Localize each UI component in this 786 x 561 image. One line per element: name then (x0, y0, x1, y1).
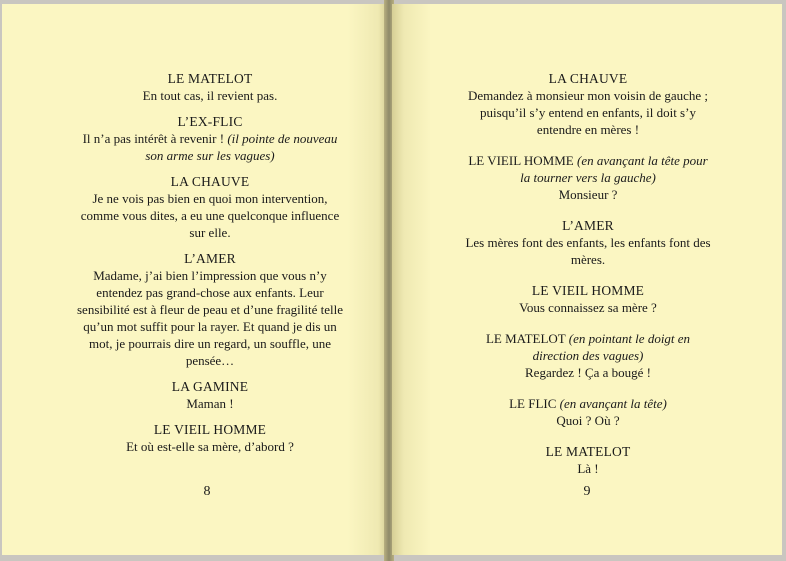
right-page (392, 4, 782, 555)
speaker-name: LA CHAUVE (170, 174, 250, 189)
dialogue-block (456, 443, 720, 477)
speaker-line (456, 395, 720, 412)
stage-direction: (en avançant la tête pour (577, 153, 708, 168)
right-page-text (456, 70, 720, 491)
speaker-name: LE FLIC (509, 396, 557, 411)
dialogue-line: Là ! (577, 461, 599, 476)
dialogue-line: Monsieur ? (558, 187, 618, 202)
dialogue-block (72, 421, 348, 455)
speaker-name: LE VIEIL HOMME (531, 283, 645, 298)
dialogue-line: mères. (570, 252, 606, 267)
speaker-name: LE VIEIL HOMME (468, 153, 574, 168)
stage-direction: (en pointant le doigt en (568, 331, 691, 346)
dialogue-line: Et où est-elle sa mère, d’abord ? (126, 439, 294, 454)
dialogue-line: comme vous dites, a eu une quelconque influence (80, 208, 340, 223)
dialogue-block (72, 70, 348, 104)
stage-direction: (il pointe de nouveau (227, 131, 338, 146)
speaker-name: LE MATELOT (167, 71, 253, 86)
speaker-name: LE MATELOT (485, 331, 566, 346)
speaker-name: LA CHAUVE (548, 71, 628, 86)
speaker-name: LA GAMINE (171, 379, 249, 394)
left-page (2, 4, 386, 555)
speaker-name: L’AMER (562, 218, 614, 233)
stage-direction: (en avançant la tête) (559, 396, 667, 411)
stage-direction: son arme sur les vagues) (145, 148, 275, 163)
stage-direction: la tourner vers la gauche) (520, 170, 656, 185)
page-number: 8 (203, 484, 211, 499)
dialogue-line: Maman ! (186, 396, 234, 411)
dialogue-line: Regardez ! Ça a bougé ! (525, 365, 651, 380)
dialogue-block (456, 152, 720, 203)
left-page-text (72, 70, 348, 464)
speaker-line (456, 330, 720, 347)
page-number: 9 (583, 484, 591, 499)
speaker-name: LE MATELOT (545, 444, 631, 459)
dialogue-line: Demandez à monsieur mon voisin de gauche ; (467, 88, 709, 103)
speaker-name: LE VIEIL HOMME (153, 422, 267, 437)
dialogue-block (456, 282, 720, 316)
dialogue-line: Vous connaissez sa mère ? (519, 300, 657, 315)
dialogue-line: qu’un mot suffit pour la rayer. Et quand je dis un (83, 319, 337, 334)
dialogue-line: Quoi ? Où ? (556, 413, 620, 428)
speaker-name: L’AMER (184, 251, 236, 266)
dialogue-block (72, 250, 348, 369)
dialogue-line: puisqu’il s’y entend en enfants, il doit s’y (480, 105, 696, 120)
stage-direction: direction des vagues) (532, 348, 644, 363)
dialogue-line: mot, je pourrais dire un regard, un souffle, une (89, 336, 331, 351)
dialogue-block (72, 173, 348, 241)
dialogue-line: sur elle. (189, 225, 231, 240)
dialogue-line (72, 130, 348, 147)
dialogue-block (456, 217, 720, 268)
speaker-line (456, 152, 720, 169)
dialogue-line: Je ne vois pas bien en quoi mon intervention, (92, 191, 328, 206)
dialogue-block (456, 330, 720, 381)
dialogue-line: pensée… (185, 353, 235, 368)
dialogue-line: En tout cas, il revient pas. (142, 88, 278, 103)
dialogue-block (72, 113, 348, 164)
dialogue-text: Il n’a pas intérêt à revenir ! (82, 131, 228, 146)
dialogue-line: sensibilité est à fleur de peau et d’une fragilité telle (76, 302, 344, 317)
dialogue-line: entendez pas grand-chose aux enfants. Leur (96, 285, 324, 300)
speaker-name: L’EX-FLIC (177, 114, 243, 129)
dialogue-line: Les mères font des enfants, les enfants font des (465, 235, 711, 250)
dialogue-block (72, 378, 348, 412)
dialogue-line: Madame, j’ai bien l’impression que vous n’y (93, 268, 327, 283)
dialogue-block (456, 70, 720, 138)
dialogue-block (456, 395, 720, 429)
dialogue-line: entendre en mères ! (536, 122, 640, 137)
